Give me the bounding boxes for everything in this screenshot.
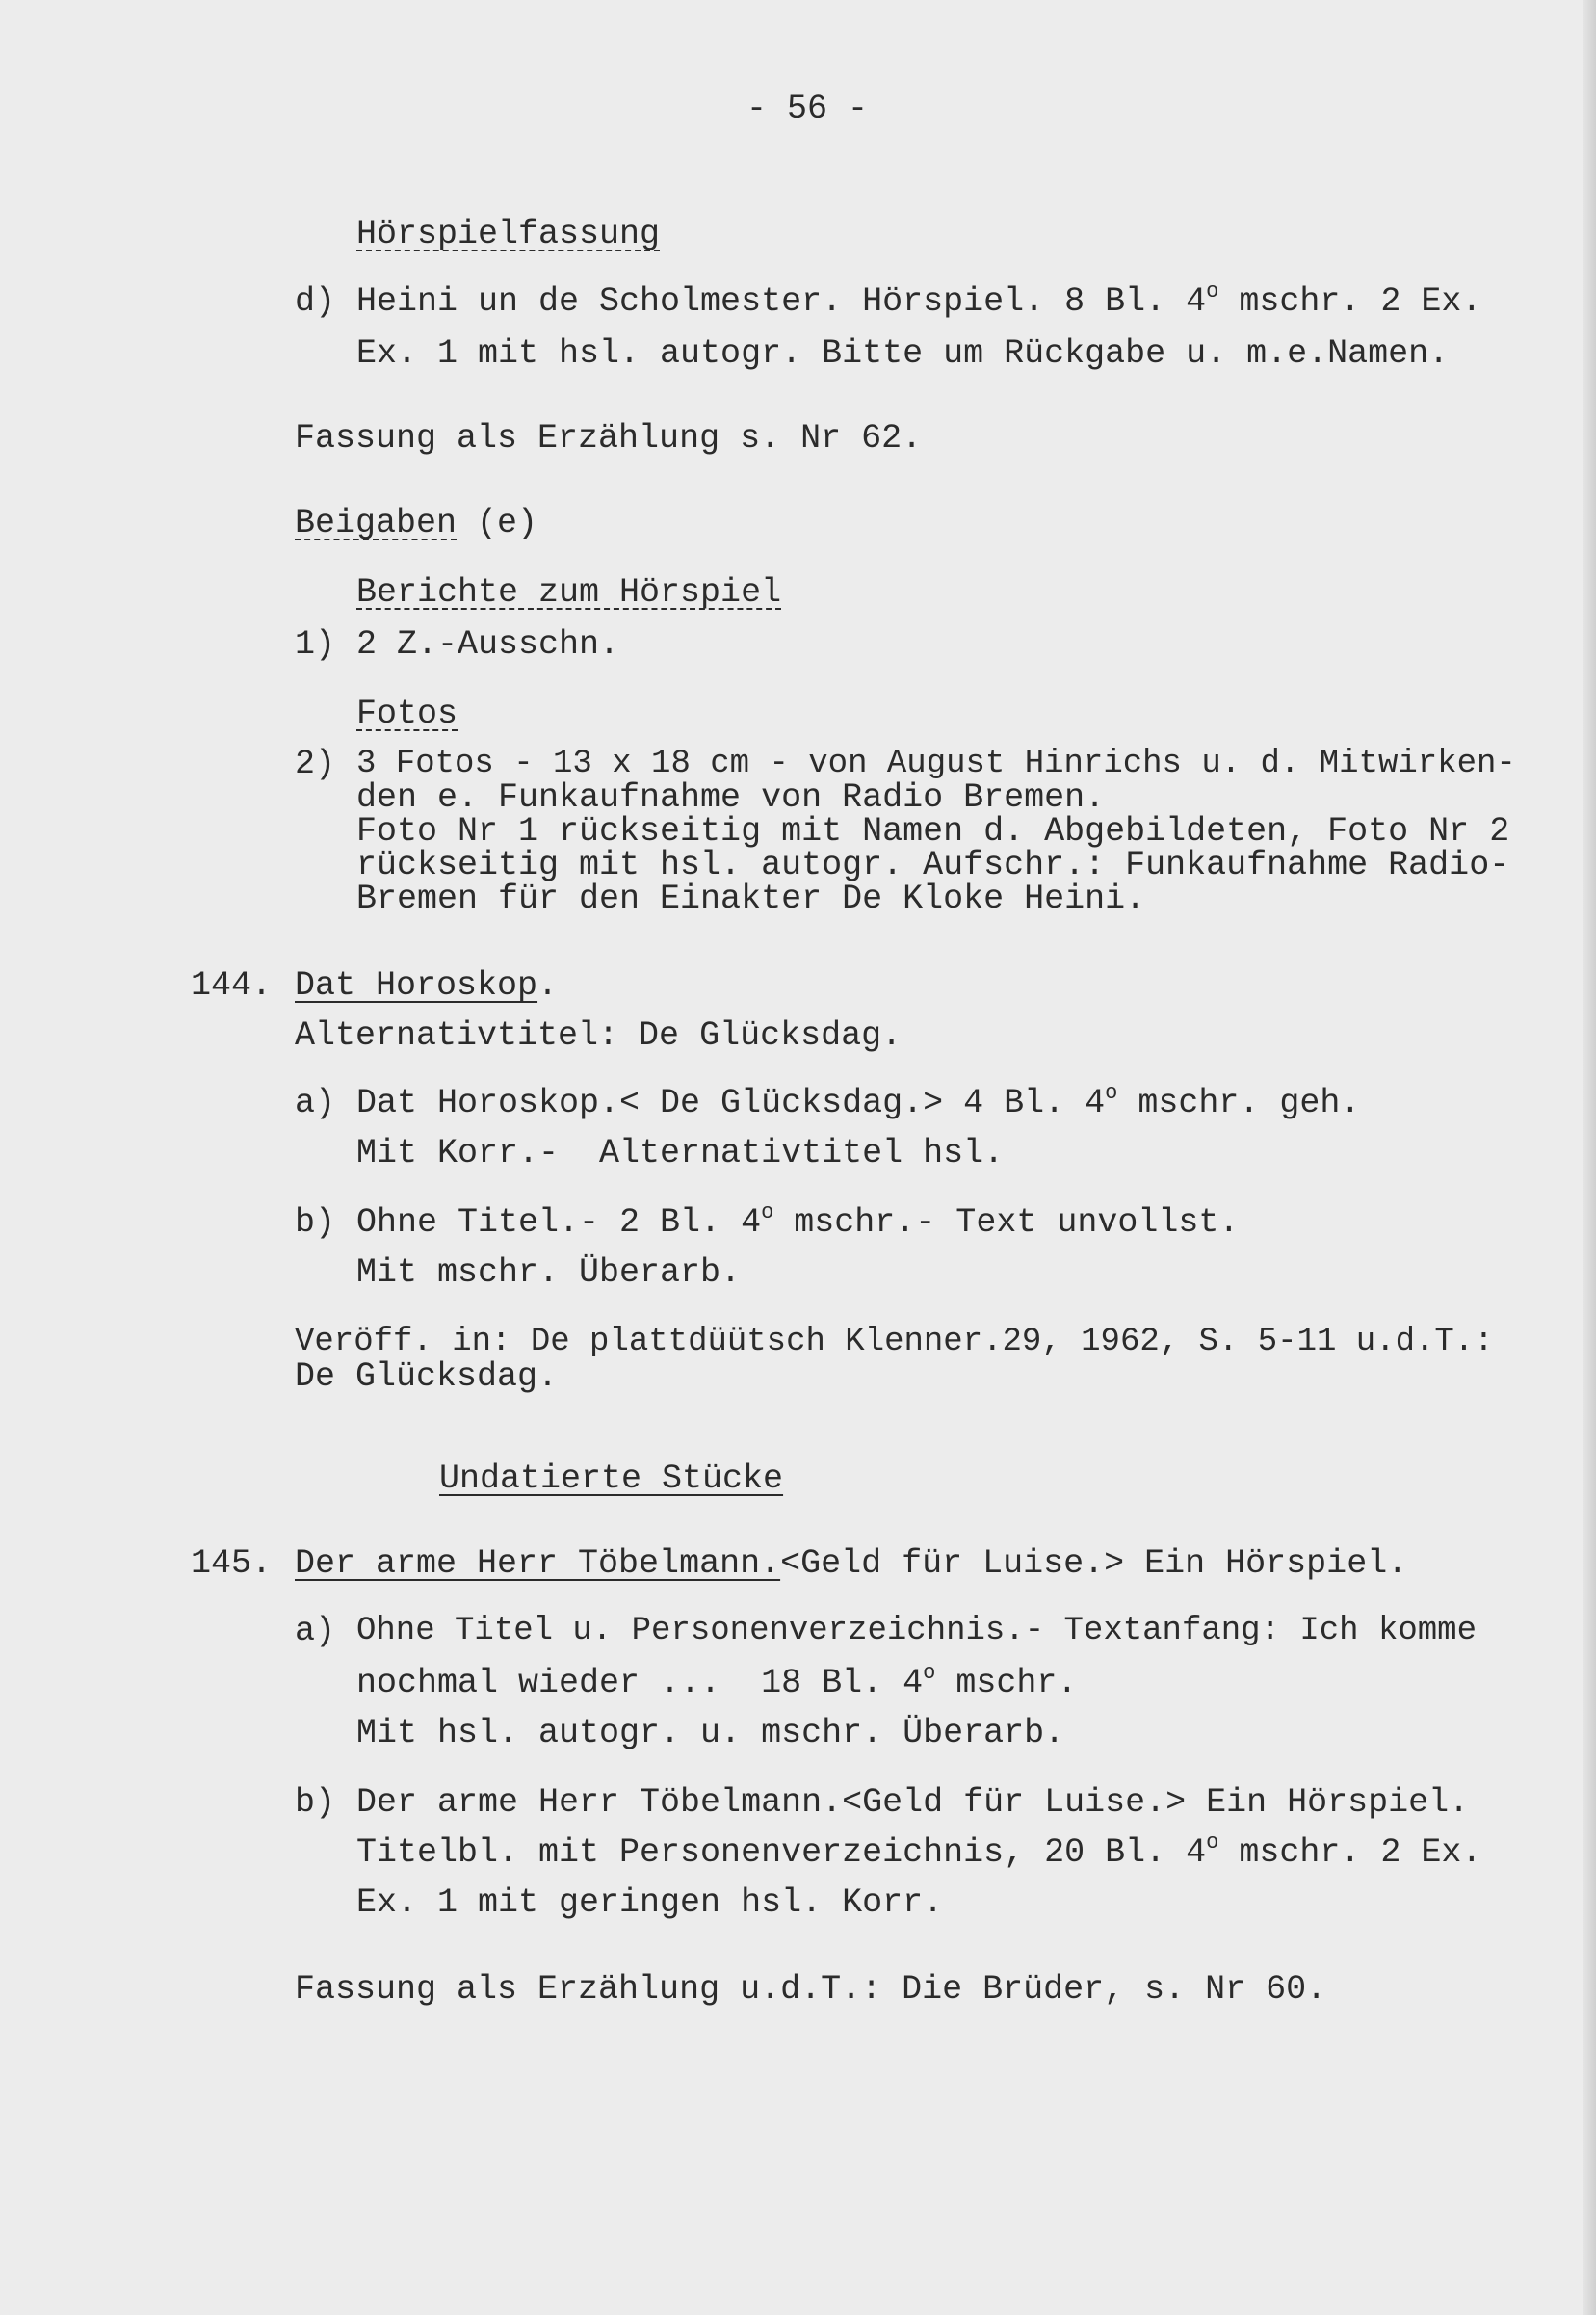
item-marker-1: 1) — [295, 625, 336, 664]
veroeff-line-1: Veröff. in: De plattdüütsch Klenner.29, 1962, S. 5-11 u.d.T.: — [295, 1324, 1494, 1360]
veroeff-line-2: De Glücksdag. — [295, 1357, 559, 1396]
fassung-note-60: Fassung als Erzählung u.d.T.: Die Brüder, s. Nr 60. — [295, 1970, 1327, 2009]
entry-145-a-line-3: Mit hsl. autogr. u. mschr. Überarb. — [356, 1714, 1065, 1752]
subheading-berichte: Berichte zum Hörspiel — [356, 573, 782, 612]
item-2-line-3: Foto Nr 1 rückseitig mit Namen d. Abgebildeten, Foto Nr 2 — [356, 812, 1510, 851]
entry-144-b-line-2: Mit mschr. Überarb. — [356, 1253, 742, 1292]
entry-144-alt-title: Alternativtitel: De Glücksdag. — [295, 1016, 903, 1055]
section-heading-undatierte: Undatierte Stücke — [439, 1460, 784, 1498]
entry-144-a-line-2: Mit Korr.- Alternativtitel hsl. — [356, 1134, 1005, 1172]
item-marker-b-144: b) — [295, 1203, 336, 1242]
item-marker-d: d) — [295, 282, 336, 321]
item-2-line-2: den e. Funkaufnahme von Radio Bremen. — [356, 778, 1106, 817]
page-edge — [1583, 0, 1596, 2315]
entry-145-b-line-3: Ex. 1 mit geringen hsl. Korr. — [356, 1883, 944, 1922]
item-d-line-1: Heini un de Scholmester. Hörspiel. 8 Bl. 4$^o$ mschr. 2 Ex. — [356, 279, 1482, 321]
entry-145-a-line-2: nochmal wieder ... 18 Bl. 4$^o$ mschr. — [356, 1661, 1078, 1702]
subheading-fotos: Fotos — [356, 695, 458, 733]
entry-title-144: Dat Horoskop. — [295, 966, 559, 1005]
item-d-line-2: Ex. 1 mit hsl. autogr. Bitte um Rückgabe u. m.e.Namen. — [356, 334, 1450, 373]
item-2-line-4: rückseitig mit hsl. autogr. Aufschr.: Funkaufnahme Radio- — [356, 846, 1510, 884]
fassung-note-62: Fassung als Erzählung s. Nr 62. — [295, 419, 923, 458]
entry-144-a-line-1: Dat Horoskop.< De Glücksdag.> 4 Bl. 4$^o$ mschr. geh. — [356, 1081, 1361, 1122]
item-marker-2: 2) — [295, 745, 336, 783]
entry-145-a-line-1: Ohne Titel u. Personenverzeichnis.- Textanfang: Ich komme — [356, 1613, 1477, 1649]
section-heading-hoerspielfassung: Hörspielfassung — [356, 215, 661, 253]
section-heading-beigaben: Beigaben (e) — [295, 504, 538, 542]
page-number: - 56 - — [746, 90, 869, 128]
item-marker-a-144: a) — [295, 1084, 336, 1122]
entry-144-b-line-1: Ohne Titel.- 2 Bl. 4$^o$ mschr.- Text unvollst. — [356, 1200, 1240, 1242]
entry-145-b-line-2: Titelbl. mit Personenverzeichnis, 20 Bl. 4$^o$ mschr. 2 Ex. — [356, 1830, 1482, 1872]
entry-145-b-line-1: Der arme Herr Töbelmann.<Geld für Luise.> Ein Hörspiel. — [356, 1783, 1470, 1822]
item-1-text: 2 Z.-Ausschn. — [356, 625, 620, 664]
item-2-line-1: 3 Fotos - 13 x 18 cm - von August Hinrichs u. d. Mitwirken- — [356, 746, 1516, 782]
entry-number-144: 144. — [191, 966, 273, 1005]
item-marker-a-145: a) — [295, 1612, 336, 1650]
item-marker-b-145: b) — [295, 1783, 336, 1822]
entry-number-145: 145. — [191, 1544, 273, 1583]
entry-title-145: Der arme Herr Töbelmann.<Geld für Luise.> Ein Hörspiel. — [295, 1544, 1408, 1583]
item-2-line-5: Bremen für den Einakter De Kloke Heini. — [356, 880, 1146, 918]
